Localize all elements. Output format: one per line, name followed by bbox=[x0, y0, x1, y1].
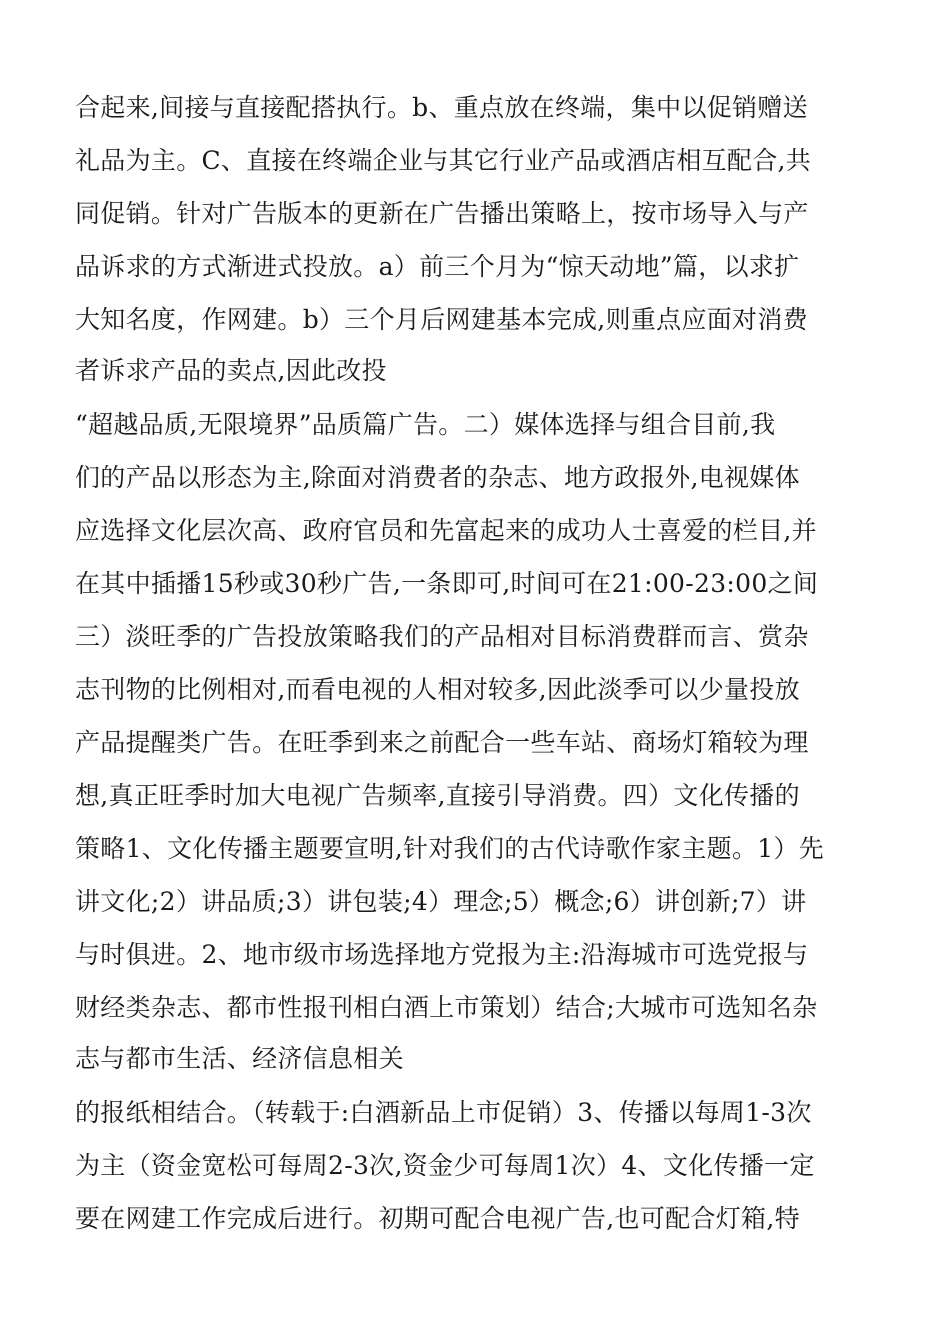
text-line: 者诉求产品的卖点,因此改投 bbox=[75, 356, 387, 385]
text-line: 大知名度，作网建。b）三个月后网建基本完成,则重点应面对消费 bbox=[75, 305, 808, 334]
text-line: 们的产品以形态为主,除面对消费者的杂志、地方政报外,电视媒体 bbox=[75, 463, 800, 492]
text-line: 品诉求的方式渐进式投放。a）前三个月为“惊天动地”篇，以求扩 bbox=[75, 252, 800, 281]
text-line: 志刊物的比例相对,而看电视的人相对较多,因此淡季可以少量投放 bbox=[75, 675, 800, 704]
text-line: “超越品质,无限境界”品质篇广告。二）媒体选择与组合目前,我 bbox=[75, 410, 776, 439]
text-line: 策略1、文化传播主题要宣明,针对我们的古代诗歌作家主题。1）先 bbox=[75, 834, 825, 863]
text-line: 产品提醒类广告。在旺季到来之前配合一些车站、商场灯箱较为理 bbox=[75, 728, 809, 757]
text-line: 的报纸相结合。（转载于:白酒新品上市促销）3、传播以每周1-3次 bbox=[75, 1098, 812, 1127]
text-line: 志与都市生活、经济信息相关 bbox=[75, 1044, 404, 1073]
text-line: 想,真正旺季时加大电视广告频率,直接引导消费。四）文化传播的 bbox=[75, 781, 800, 810]
text-line: 要在网建工作完成后进行。初期可配合电视广告,也可配合灯箱,特 bbox=[75, 1204, 800, 1233]
text-line: 财经类杂志、都市性报刊相白酒上市策划）结合;大城市可选知名杂 bbox=[75, 993, 818, 1022]
text-line: 同促销。针对广告版本的更新在广告播出策略上，按市场导入与产 bbox=[75, 199, 809, 228]
text-line: 应选择文化层次高、政府官员和先富起来的成功人士喜爱的栏目,并 bbox=[75, 516, 817, 545]
text-line: 礼品为主。C、直接在终端企业与其它行业产品或酒店相互配合,共 bbox=[75, 146, 812, 175]
text-line: 为主（资金宽松可每周2-3次,资金少可每周1次）4、文化传播一定 bbox=[75, 1151, 815, 1180]
text-line: 三）淡旺季的广告投放策略我们的产品相对目标消费群而言、赏杂 bbox=[75, 622, 809, 651]
text-line: 合起来,间接与直接配搭执行。b、重点放在终端，集中以促销赠送 bbox=[75, 93, 808, 122]
text-line: 与时俱进。2、地市级市场选择地方党报为主:沿海城市可选党报与 bbox=[75, 940, 809, 969]
text-line: 讲文化;2）讲品质;3）讲包装;4）理念;5）概念;6）讲创新;7）讲 bbox=[75, 887, 807, 916]
text-line: 在其中插播15秒或30秒广告,一条即可,时间可在21:00-23:00之间 bbox=[75, 569, 819, 598]
